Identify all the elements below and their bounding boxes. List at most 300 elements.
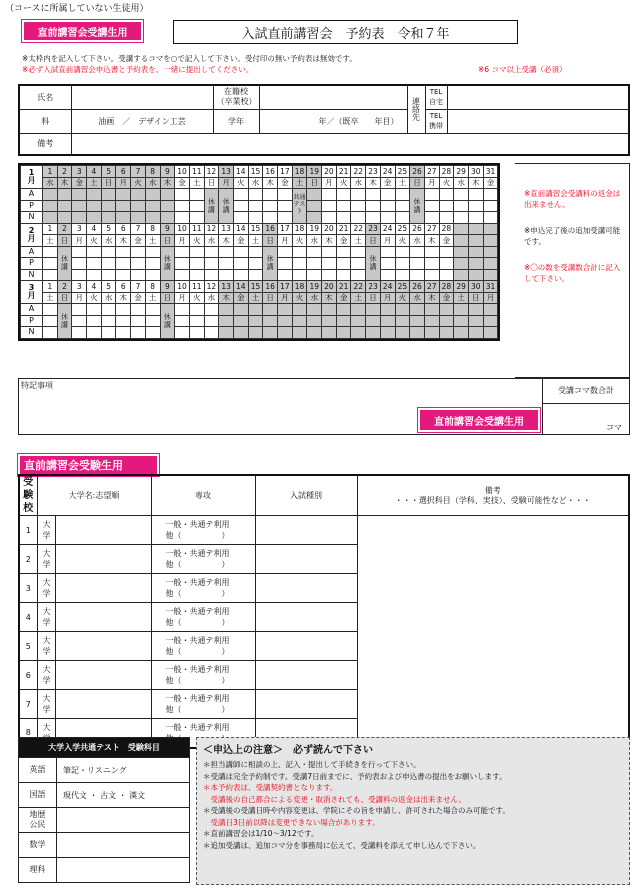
slot-cell[interactable] — [307, 258, 322, 270]
slot-cell — [233, 327, 248, 339]
school-remarks-field[interactable] — [255, 545, 357, 574]
major-field[interactable] — [55, 516, 151, 545]
slot-cell[interactable] — [483, 212, 498, 224]
slot-cell[interactable] — [322, 246, 337, 258]
slot-cell[interactable] — [483, 200, 498, 212]
day-number: 22 — [351, 166, 366, 178]
slot-cell[interactable] — [366, 189, 381, 201]
slot-cell[interactable] — [322, 189, 337, 201]
slot-cell[interactable] — [336, 258, 351, 270]
exam-type-field[interactable]: 一般・共通テ利用 他（ ） — [151, 574, 255, 603]
slot-cell — [351, 327, 366, 339]
slot-cell[interactable] — [72, 246, 87, 258]
slot-cell[interactable] — [43, 327, 58, 339]
slot-cell — [160, 212, 175, 224]
slot-cell — [219, 315, 234, 327]
slot-cell — [307, 200, 322, 212]
exam-type-field[interactable]: 一般・共通テ利用 — [151, 719, 255, 748]
slot-cell[interactable] — [292, 269, 307, 281]
slot-cell[interactable] — [351, 246, 366, 258]
slot-cell[interactable] — [395, 212, 410, 224]
slot-cell — [410, 304, 425, 316]
weekday: 土 — [145, 292, 160, 304]
slot-cell[interactable] — [87, 246, 102, 258]
slot-cell[interactable] — [233, 200, 248, 212]
slot-cell[interactable] — [175, 246, 190, 258]
univ-field[interactable]: 大 — [37, 719, 55, 748]
slot-cell[interactable] — [380, 258, 395, 270]
slot-cell[interactable] — [307, 269, 322, 281]
slot-cell[interactable] — [204, 304, 219, 316]
weekday: 日 — [366, 235, 381, 247]
slot-cell — [395, 304, 410, 316]
slot-cell[interactable] — [145, 315, 160, 327]
slot-cell[interactable] — [72, 304, 87, 316]
slot-cell[interactable] — [175, 200, 190, 212]
slot-cell[interactable] — [336, 189, 351, 201]
slot-cell[interactable] — [101, 269, 116, 281]
day-number: 13 — [219, 223, 234, 235]
slot-cell[interactable] — [468, 212, 483, 224]
dept-label: 科 — [19, 109, 71, 133]
slot-cell[interactable] — [87, 315, 102, 327]
slot-cell[interactable] — [72, 327, 87, 339]
slot-cell — [483, 269, 498, 281]
side-note-refund: ※直前講習会受講料の返金は出来ません。 — [524, 189, 621, 209]
slot-cell[interactable] — [145, 246, 160, 258]
day-number: 24 — [380, 166, 395, 178]
slot-cell[interactable] — [248, 246, 263, 258]
weekday: 月 — [380, 235, 395, 247]
slot-cell[interactable] — [72, 269, 87, 281]
slot-cell — [439, 315, 454, 327]
slot-cell[interactable] — [101, 258, 116, 270]
slot-cell[interactable] — [336, 212, 351, 224]
slot-cell[interactable] — [351, 258, 366, 270]
weekday: 月 — [116, 177, 131, 189]
student-info-table — [18, 84, 630, 156]
slot-cell[interactable] — [439, 269, 454, 281]
day-number: 14 — [233, 166, 248, 178]
slot-cell[interactable] — [351, 212, 366, 224]
slot-cell[interactable] — [116, 246, 131, 258]
tel-home-label: TEL 自宅 — [425, 85, 447, 109]
school-field[interactable] — [259, 85, 407, 109]
slot-cell[interactable] — [278, 200, 293, 212]
weekday: 土 — [351, 235, 366, 247]
note-1: ※太枠内を記入して下さい。受講するコマを○で記入して下さい。受付印の無い予約表は無効です。 — [22, 54, 357, 63]
name-field[interactable] — [71, 85, 213, 109]
slot-cell — [145, 200, 160, 212]
univ-field[interactable]: 大学 — [37, 574, 55, 603]
slot-cell[interactable] — [424, 212, 439, 224]
weekday: 火 — [292, 235, 307, 247]
slot-cell[interactable] — [351, 269, 366, 281]
slot-cell[interactable] — [424, 269, 439, 281]
slot-cell[interactable] — [322, 200, 337, 212]
slot-cell[interactable] — [175, 212, 190, 224]
day-number: 7 — [131, 281, 146, 293]
slot-cell[interactable] — [219, 269, 234, 281]
school-remarks-field[interactable] — [255, 690, 357, 719]
weekday: 金 — [380, 177, 395, 189]
slot-cell[interactable] — [380, 246, 395, 258]
major-field[interactable] — [55, 545, 151, 574]
slot-cell[interactable] — [292, 258, 307, 270]
subject-value[interactable] — [57, 808, 190, 833]
slot-cell — [483, 315, 498, 327]
slot-cell[interactable] — [131, 304, 146, 316]
major-field[interactable] — [55, 661, 151, 690]
subject-value[interactable]: 筆記・リスニング — [57, 758, 190, 783]
slot-cell — [454, 304, 469, 316]
day-number: 10 — [175, 223, 190, 235]
univ-field[interactable]: 大学 — [37, 661, 55, 690]
slot-cell[interactable] — [439, 212, 454, 224]
univ-field[interactable]: 大学 — [37, 690, 55, 719]
slot-cell[interactable] — [278, 189, 293, 201]
slot-cell[interactable] — [175, 315, 190, 327]
slot-cell[interactable] — [292, 246, 307, 258]
slot-cell[interactable] — [439, 189, 454, 201]
slot-cell[interactable] — [145, 269, 160, 281]
slot-cell — [454, 315, 469, 327]
day-number: 3 — [72, 166, 87, 178]
slot-cell[interactable] — [248, 258, 263, 270]
slot-cell[interactable] — [322, 258, 337, 270]
day-number: 28 — [439, 281, 454, 293]
period-label: P — [21, 258, 43, 270]
day-number: 31 — [483, 281, 498, 293]
major-field[interactable] — [55, 574, 151, 603]
grade-field[interactable]: 年／（既卒 年目） — [259, 109, 407, 133]
slot-cell[interactable] — [189, 258, 204, 270]
slot-cell[interactable] — [454, 189, 469, 201]
weekday: 日 — [57, 292, 72, 304]
note-right: ※6 コマ以上受講（必須） — [478, 65, 567, 74]
day-number: 27 — [424, 223, 439, 235]
slot-cell[interactable] — [351, 200, 366, 212]
slot-cell — [307, 304, 322, 316]
slot-cell — [395, 327, 410, 339]
slot-cell[interactable] — [204, 246, 219, 258]
exam-type-field[interactable]: 一般・共通テ利用 他（ ） — [151, 661, 255, 690]
day-number: 15 — [248, 281, 263, 293]
day-number: 5 — [101, 281, 116, 293]
slot-cell[interactable] — [189, 212, 204, 224]
univ-field[interactable]: 大学 — [37, 516, 55, 545]
slot-cell[interactable] — [175, 269, 190, 281]
slot-cell[interactable] — [43, 304, 58, 316]
slot-cell[interactable] — [204, 258, 219, 270]
tel-mobile-field[interactable] — [447, 109, 629, 133]
day-number: 23 — [366, 281, 381, 293]
slot-cell[interactable] — [248, 269, 263, 281]
test-day-cell: 共通テスト — [292, 189, 307, 224]
slot-cell[interactable] — [131, 246, 146, 258]
slot-cell — [87, 189, 102, 201]
slot-cell[interactable] — [278, 246, 293, 258]
exam-type-field[interactable]: 一般・共通テ利用 他（ ） — [151, 545, 255, 574]
slot-cell[interactable] — [395, 200, 410, 212]
slot-cell[interactable] — [366, 200, 381, 212]
school-row — [19, 661, 629, 690]
day-number: 1 — [43, 166, 58, 178]
slot-cell — [454, 246, 469, 258]
subject-label: 地歴 公民 — [19, 808, 57, 833]
slot-cell[interactable] — [101, 327, 116, 339]
note-2: ※必ず入試直前講習会申込書と予約表を、一緒に提出してください。 — [22, 65, 254, 74]
slot-cell[interactable] — [175, 189, 190, 201]
slot-cell[interactable] — [43, 258, 58, 270]
special-notes-label: 特記事項 — [21, 381, 53, 390]
slot-cell[interactable] — [395, 189, 410, 201]
school-remarks-field[interactable] — [255, 574, 357, 603]
slot-cell[interactable] — [87, 327, 102, 339]
slot-cell[interactable] — [116, 269, 131, 281]
school-remarks-field[interactable] — [255, 632, 357, 661]
weekday: 水 — [307, 292, 322, 304]
slot-cell[interactable] — [189, 246, 204, 258]
slot-cell[interactable] — [263, 200, 278, 212]
slot-cell[interactable] — [439, 200, 454, 212]
slot-cell[interactable] — [131, 315, 146, 327]
slot-cell[interactable] — [248, 189, 263, 201]
weekday: 日 — [307, 177, 322, 189]
slot-cell[interactable] — [43, 315, 58, 327]
slot-cell[interactable] — [483, 189, 498, 201]
slot-cell[interactable] — [410, 246, 425, 258]
day-number: 12 — [204, 166, 219, 178]
school-remarks-field[interactable] — [255, 516, 357, 545]
slot-cell[interactable] — [468, 200, 483, 212]
slot-cell — [483, 327, 498, 339]
caution-box — [196, 737, 630, 885]
exam-type-field[interactable]: 一般・共通テ利用 他（ ） — [151, 603, 255, 632]
slot-cell[interactable] — [410, 269, 425, 281]
slot-cell[interactable] — [233, 269, 248, 281]
slot-cell[interactable] — [468, 189, 483, 201]
weekday: 水 — [43, 177, 58, 189]
slot-cell[interactable] — [248, 212, 263, 224]
subject-value[interactable] — [57, 858, 190, 883]
slot-cell[interactable] — [454, 200, 469, 212]
weekday: 土 — [189, 177, 204, 189]
slot-cell[interactable] — [204, 269, 219, 281]
slot-cell[interactable] — [380, 269, 395, 281]
weekday: 月 — [278, 235, 293, 247]
slot-cell[interactable] — [87, 269, 102, 281]
period-label: A — [21, 189, 43, 201]
slot-cell[interactable] — [424, 246, 439, 258]
major-field[interactable] — [55, 690, 151, 719]
slot-cell[interactable] — [116, 327, 131, 339]
weekday: 火 — [439, 177, 454, 189]
day-number: 26 — [410, 166, 425, 178]
slot-cell[interactable] — [233, 258, 248, 270]
slot-cell[interactable] — [116, 304, 131, 316]
slot-cell[interactable] — [366, 212, 381, 224]
slot-cell[interactable] — [233, 212, 248, 224]
slot-cell[interactable] — [233, 189, 248, 201]
slot-cell — [439, 304, 454, 316]
slot-cell[interactable] — [189, 200, 204, 212]
slot-cell[interactable] — [189, 189, 204, 201]
slot-cell[interactable] — [380, 200, 395, 212]
slot-cell[interactable] — [189, 327, 204, 339]
slot-cell[interactable] — [204, 315, 219, 327]
slot-cell — [248, 304, 263, 316]
slot-cell[interactable] — [336, 246, 351, 258]
caution-line: ＊本予約表は、受講契約書となります。 — [203, 783, 338, 792]
slot-cell[interactable] — [72, 258, 87, 270]
slot-cell — [43, 189, 58, 201]
slot-cell[interactable] — [145, 258, 160, 270]
slot-cell[interactable] — [424, 258, 439, 270]
day-number: 12 — [204, 223, 219, 235]
exam-type-field[interactable]: 一般・共通テ利用 他（ ） — [151, 516, 255, 545]
remarks-field[interactable] — [71, 133, 629, 155]
tel-mobile-label: TEL 携帯 — [425, 109, 447, 133]
slot-cell[interactable] — [189, 315, 204, 327]
weekday: 水 — [410, 235, 425, 247]
weekday: 火 — [336, 177, 351, 189]
slot-cell[interactable] — [204, 327, 219, 339]
weekday: 金 — [131, 292, 146, 304]
slot-cell — [263, 304, 278, 316]
slot-cell[interactable] — [263, 189, 278, 201]
day-number: 2 — [57, 166, 72, 178]
slot-cell[interactable] — [410, 258, 425, 270]
slot-cell[interactable] — [322, 269, 337, 281]
slot-cell[interactable] — [307, 246, 322, 258]
month-label: 2 月 — [21, 223, 43, 246]
slot-cell[interactable] — [101, 246, 116, 258]
exam-type-field[interactable]: 一般・共通テ利用 他（ ） — [151, 690, 255, 719]
exam-type-field[interactable]: 一般・共通テ利用 他（ ） — [151, 632, 255, 661]
slot-cell[interactable] — [454, 212, 469, 224]
day-number: 22 — [351, 281, 366, 293]
slot-cell[interactable] — [87, 304, 102, 316]
notes — [22, 53, 357, 75]
slot-cell[interactable] — [351, 189, 366, 201]
slot-cell — [366, 327, 381, 339]
slot-cell — [263, 327, 278, 339]
day-number: 6 — [116, 223, 131, 235]
slot-cell[interactable] — [380, 189, 395, 201]
slot-cell — [322, 327, 337, 339]
slot-cell[interactable] — [439, 246, 454, 258]
slot-cell — [101, 212, 116, 224]
slot-cell — [424, 304, 439, 316]
weekday: 水 — [101, 235, 116, 247]
slot-cell[interactable] — [101, 315, 116, 327]
school-remarks-field[interactable] — [255, 661, 357, 690]
day-number: 25 — [395, 281, 410, 293]
weekday: 水 — [145, 177, 160, 189]
slot-cell[interactable] — [278, 269, 293, 281]
slot-cell[interactable] — [233, 246, 248, 258]
slot-cell[interactable] — [131, 258, 146, 270]
school-row — [19, 603, 629, 632]
closed-day-cell: 休講 — [57, 304, 72, 339]
univ-field[interactable]: 大学 — [37, 603, 55, 632]
weekday: 木 — [116, 292, 131, 304]
slot-cell — [351, 304, 366, 316]
slot-cell[interactable] — [175, 258, 190, 270]
slot-cell[interactable] — [439, 258, 454, 270]
slot-cell[interactable] — [87, 258, 102, 270]
major-field[interactable] — [55, 603, 151, 632]
subject-value[interactable] — [57, 833, 190, 858]
slot-cell[interactable] — [380, 212, 395, 224]
univ-field[interactable]: 大学 — [37, 545, 55, 574]
day-number: 11 — [189, 281, 204, 293]
slot-cell[interactable] — [395, 246, 410, 258]
slot-cell[interactable] — [278, 258, 293, 270]
slot-cell[interactable] — [175, 327, 190, 339]
slot-cell[interactable] — [175, 304, 190, 316]
slot-cell[interactable] — [189, 269, 204, 281]
slot-cell[interactable] — [248, 200, 263, 212]
slot-cell[interactable] — [219, 258, 234, 270]
slot-cell[interactable] — [219, 246, 234, 258]
slot-cell[interactable] — [189, 304, 204, 316]
day-number — [468, 223, 483, 235]
slot-cell[interactable] — [116, 258, 131, 270]
slot-cell[interactable] — [101, 304, 116, 316]
slot-cell[interactable] — [116, 315, 131, 327]
day-number: 20 — [322, 223, 337, 235]
slot-cell[interactable] — [145, 304, 160, 316]
major-field[interactable] — [55, 632, 151, 661]
school-remarks-field[interactable] — [255, 603, 357, 632]
slot-cell[interactable] — [336, 200, 351, 212]
slot-cell[interactable] — [131, 269, 146, 281]
slot-cell — [219, 327, 234, 339]
slot-cell[interactable] — [263, 212, 278, 224]
slot-cell[interactable] — [145, 327, 160, 339]
weekday: 火 — [189, 235, 204, 247]
slot-cell[interactable] — [72, 315, 87, 327]
tel-home-field[interactable] — [447, 85, 629, 109]
day-number: 19 — [307, 223, 322, 235]
weekday: 日 — [263, 292, 278, 304]
closed-day-cell: 休講 — [366, 246, 381, 281]
slot-cell[interactable] — [278, 212, 293, 224]
slot-cell — [101, 200, 116, 212]
caution-line: 受講日3日前以降は変更できない場合があります。 — [203, 817, 380, 827]
slot-cell[interactable] — [131, 327, 146, 339]
univ-field[interactable]: 大学 — [37, 632, 55, 661]
slot-cell[interactable] — [395, 258, 410, 270]
month-label: 1 月 — [21, 166, 43, 189]
slot-cell — [263, 315, 278, 327]
period-label: A — [21, 246, 43, 258]
slot-cell — [322, 315, 337, 327]
slot-cell[interactable] — [336, 269, 351, 281]
slot-cell[interactable] — [322, 212, 337, 224]
rank: 2 — [19, 545, 37, 574]
slot-cell — [219, 304, 234, 316]
subject-value[interactable]: 現代文 ・ 古文 ・ 漢文 — [57, 783, 190, 808]
slot-cell[interactable] — [43, 246, 58, 258]
dept-field[interactable]: 油画 ／ デザイン工芸 — [71, 109, 213, 133]
slot-cell[interactable] — [395, 269, 410, 281]
slot-cell[interactable] — [424, 189, 439, 201]
slot-cell[interactable] — [424, 200, 439, 212]
slot-cell[interactable] — [43, 269, 58, 281]
